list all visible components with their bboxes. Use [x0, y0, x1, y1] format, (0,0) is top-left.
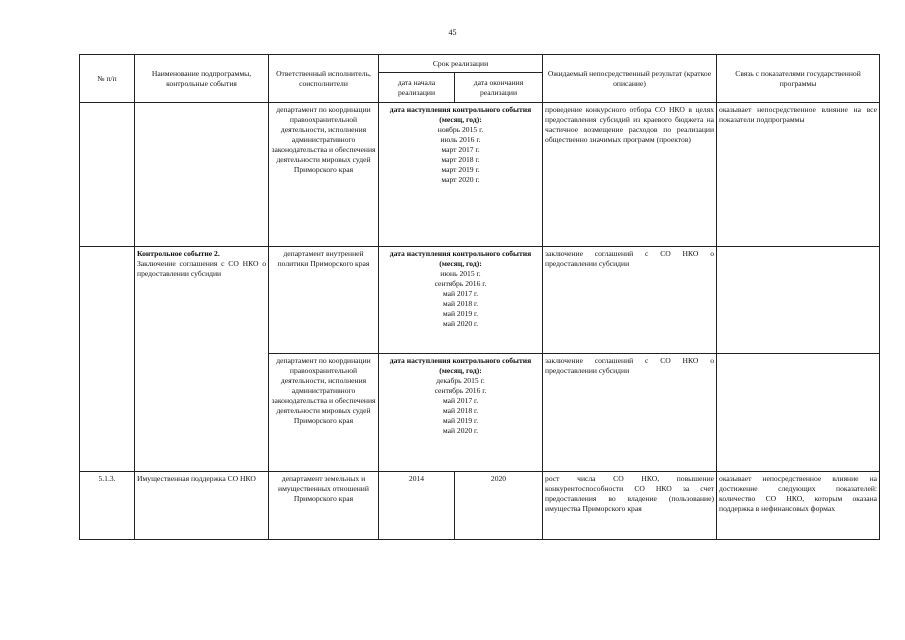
cell-result: заключение соглашений с СО НКО о предоставлении субсидии [543, 354, 717, 472]
cell-result: проведение конкурсного отбора СО НКО в целях предоставления субсидий из краевого бюджета на частичное возмещение расходов по реализации общественно значимых программ (проектов) [543, 103, 717, 247]
cell-dates [379, 103, 543, 247]
table-row [80, 354, 880, 472]
cell-link: оказывает непосредственное влияние на все показатели подпрограммы [717, 103, 880, 247]
header-name: Наименование подпрограммы, контрольные события [135, 55, 269, 103]
date-title: дата наступления контрольного события (месяц, год): [389, 105, 532, 124]
table-row [80, 472, 880, 540]
cell-num [80, 354, 135, 472]
cell-start: 2014 [379, 472, 455, 540]
cell-num [80, 103, 135, 247]
cell-name [135, 247, 269, 354]
date-item: май 2020 г. [442, 319, 479, 328]
page-number: 45 [448, 28, 457, 37]
date-item: декабрь 2015 г. [436, 376, 485, 385]
date-item: ноябрь 2015 г. [437, 125, 484, 134]
cell-responsible: департамент внутренней политики Приморского края [269, 247, 379, 354]
date-item: май 2019 г. [442, 416, 479, 425]
cell-result: рост числа СО НКО, повышение конкурентоспособности СО НКО за счет предоставления во владение (пользование) имущества Приморского края [543, 472, 717, 540]
cell-link: оказывает непосредственное влияние на достижение следующих показателей: количество СО НКО, которым оказана поддержка в нефинансовых формах [717, 472, 880, 540]
cell-responsible: департамент по координации правоохранительной деятельности, исполнения административного законодательства и обеспечения деятельности мировых судей Приморского края [269, 354, 379, 472]
date-item: июнь 2015 г. [440, 269, 481, 278]
cell-num [80, 247, 135, 354]
cell-dates [379, 354, 543, 472]
date-item: сентябрь 2016 г. [434, 386, 487, 395]
cell-responsible: департамент земельных и имущественных отношений Приморского края [269, 472, 379, 540]
cell-result: заключение соглашений с СО НКО о предоставлении субсидии [543, 247, 717, 354]
date-item: март 2018 г. [441, 155, 480, 164]
cell-name [135, 103, 269, 247]
cell-dates [379, 247, 543, 354]
table-row [80, 103, 880, 247]
cell-link [717, 354, 880, 472]
date-title: дата наступления контрольного события (месяц, год): [389, 356, 532, 375]
header-num: № п/п [80, 55, 135, 103]
date-item: март 2019 г. [441, 165, 480, 174]
cell-name [135, 354, 269, 472]
date-item: май 2020 г. [442, 426, 479, 435]
control-event-title: Контрольное событие 2. [137, 249, 220, 258]
control-event-text: Заключение соглашения с СО НКО о предоставлении субсидии [137, 259, 266, 278]
header-term: Срок реализации [379, 55, 543, 73]
cell-responsible: департамент по координации правоохранительной деятельности, исполнения административного законодательства и обеспечения деятельности мировых судей Приморского края [269, 103, 379, 247]
header-result: Ожидаемый непосредственный результат (краткое описание) [543, 55, 717, 103]
header-link: Связь с показателями государственной программы [717, 55, 880, 103]
cell-num: 5.1.3. [80, 472, 135, 540]
date-item: сентябрь 2016 г. [434, 279, 487, 288]
date-item: май 2017 г. [442, 289, 479, 298]
date-item: май 2018 г. [442, 299, 479, 308]
cell-link [717, 247, 880, 354]
cell-name: Имущественная поддержка СО НКО [135, 472, 269, 540]
header-end: дата окончания реализации [455, 73, 543, 103]
header-row-1 [80, 55, 880, 73]
header-start: дата начала реализации [379, 73, 455, 103]
date-item: май 2018 г. [442, 406, 479, 415]
cell-end: 2020 [455, 472, 543, 540]
date-item: март 2017 г. [441, 145, 480, 154]
table-row [80, 247, 880, 354]
date-item: май 2019 г. [442, 309, 479, 318]
date-item: июль 2016 г. [440, 135, 481, 144]
date-item: март 2020 г. [441, 175, 480, 184]
date-item: май 2017 г. [442, 396, 479, 405]
program-table [79, 54, 880, 540]
date-title: дата наступления контрольного события (месяц, год): [389, 249, 532, 268]
header-responsible: Ответственный исполнитель, соисполнители [269, 55, 379, 103]
